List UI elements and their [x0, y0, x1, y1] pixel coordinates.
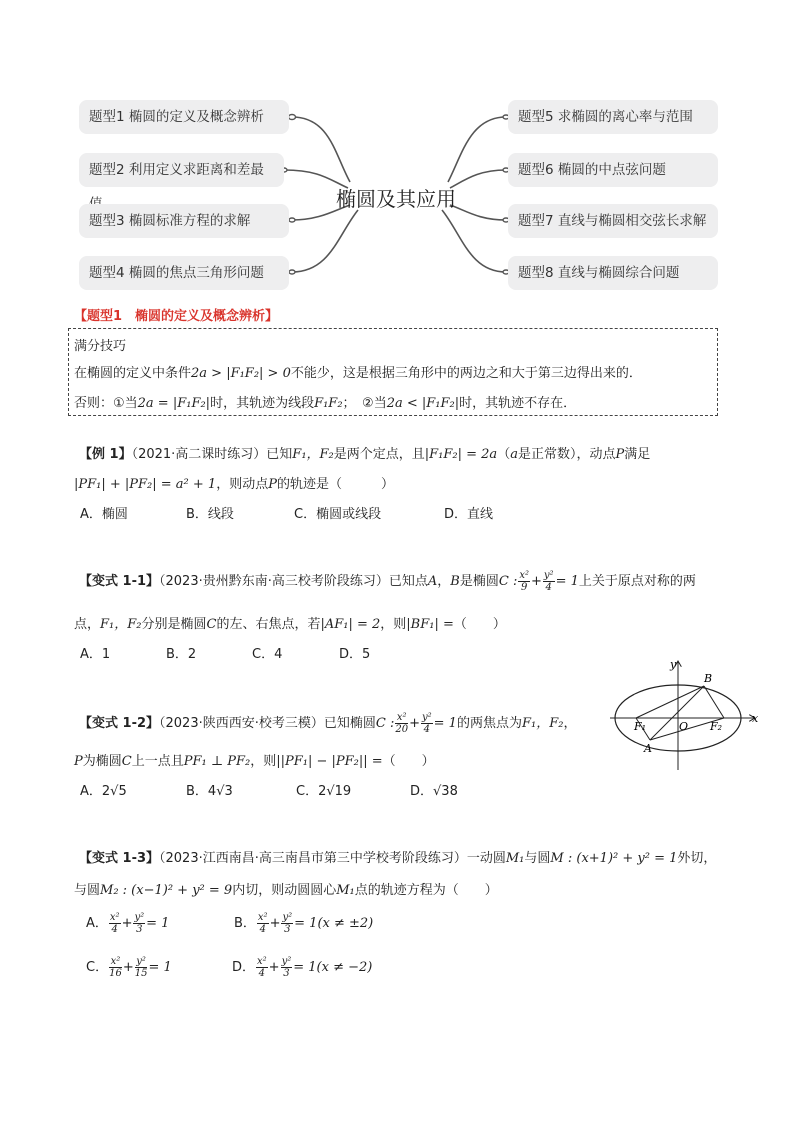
- example-1-option-d[interactable]: D．直线: [444, 507, 494, 522]
- example-1-option-b[interactable]: B．线段: [186, 507, 234, 522]
- variant-1-2-option-a[interactable]: A．2√5: [80, 784, 127, 799]
- mindmap-right-5: 题型5 求椭圆的离心率与范围: [508, 100, 718, 134]
- mindmap-left-1: 题型1 椭圆的定义及概念辨析: [79, 100, 289, 134]
- tip-line-2: 否则：①当2a = |F₁F₂|时，其轨迹为线段F₁F₂； ②当2a < |F₁F₂|时，其轨迹不存在．: [74, 396, 577, 411]
- variant-1-2-line-2: P为椭圆C上一点且PF₁ ⊥ PF₂，则||PF₁| − |PF₂|| =（ ）: [74, 754, 435, 769]
- tip-line-1: 在椭圆的定义中条件2a > |F₁F₂| > 0不能少，这是根据三角形中的两边之和大于第三边得出来的．: [74, 366, 642, 381]
- label-b: B: [704, 672, 713, 685]
- tip-title: 满分技巧: [74, 339, 127, 354]
- variant-1-2-option-c[interactable]: C．2√19: [296, 784, 352, 799]
- fraction: $\frac{\text{y²}}{4}$: [421, 712, 432, 735]
- example-1-option-c[interactable]: C．椭圆或线段: [294, 507, 382, 522]
- label-y: y: [670, 658, 677, 671]
- label-a: A: [644, 742, 652, 755]
- variant-1-1-option-c[interactable]: C．4: [252, 647, 283, 662]
- mindmap-right-8: 题型8 直线与椭圆综合问题: [508, 256, 718, 290]
- variant-1-2-option-d[interactable]: D．√38: [410, 784, 458, 799]
- label-f2: F₂: [710, 720, 723, 733]
- variant-1-1-option-b[interactable]: B．2: [166, 647, 197, 662]
- mindmap-center-title: 椭圆及其应用: [336, 187, 456, 211]
- fraction: $\frac{\text{x²}}{9}$: [519, 570, 529, 593]
- tip-box: [68, 328, 718, 416]
- variant-1-3-line-1: 【变式 1-3】（2023·江西南昌·高三南昌市第三中学校考阶段练习）一动圆M₁与圆M : (x+1)² + y² = 1外切，: [79, 851, 717, 866]
- variant-1-1-line-2: 点，F₁，F₂分别是椭圆C的左、右焦点，若|AF₁| = 2，则|BF₁| =（ ）: [74, 617, 506, 632]
- ellipse-figure: [606, 658, 766, 778]
- example-1-line-2: |PF₁| + |PF₂| = a² + 1，则动点P的轨迹是（ ）: [74, 477, 394, 492]
- fraction: $\frac{\text{x²}}{20}$: [395, 712, 409, 735]
- mindmap-connectors: [0, 0, 794, 300]
- label-x: x: [752, 712, 759, 725]
- section-heading: 【题型1 椭圆的定义及概念辨析】: [74, 309, 279, 324]
- mindmap-right-7: 题型7 直线与椭圆相交弦长求解: [508, 204, 718, 238]
- variant-1-1-option-a[interactable]: A．1: [80, 647, 111, 662]
- label-f1: F₁: [634, 720, 647, 733]
- variant-1-3-option-c[interactable]: C． $\frac{\text{x²}}{16}$ + $\frac{\text{y²}}{15}$ = 1: [86, 956, 172, 979]
- variant-1-1-option-d[interactable]: D．5: [339, 647, 371, 662]
- variant-1-2-option-b[interactable]: B．4√3: [186, 784, 233, 799]
- mindmap-left-3: 题型3 椭圆标准方程的求解: [79, 204, 289, 238]
- fraction: $\frac{\text{y²}}{4}$: [543, 570, 554, 593]
- variant-1-3-option-a[interactable]: A． $\frac{\text{x²}}{4}$ + $\frac{\text{y²}}{3}$ = 1: [86, 912, 170, 935]
- example-1-option-a[interactable]: A．椭圆: [80, 507, 128, 522]
- mindmap-right-6: 题型6 椭圆的中点弦问题: [508, 153, 718, 187]
- variant-1-3-option-b[interactable]: B． $\frac{\text{x²}}{4}$ + $\frac{\text{y²}}{3}$ = 1(x ≠ ±2): [234, 912, 374, 935]
- variant-1-3-option-d[interactable]: D． $\frac{\text{x²}}{4}$ + $\frac{\text{y²}}{3}$ = 1(x ≠ −2): [232, 956, 373, 979]
- mindmap-left-2: 题型2 利用定义求距离和差最: [79, 153, 284, 187]
- example-1-line-1: 【例 1】（2021·高二课时练习）已知F₁，F₂是两个定点，且|F₁F₂| = 2a（a是正常数），动点P满足: [79, 447, 651, 462]
- label-o: O: [679, 720, 689, 733]
- variant-1-3-line-2: 与圆M₂ : (x−1)² + y² = 9内切，则动圆圆心M₁点的轨迹方程为（ ）: [74, 883, 498, 898]
- variant-1-1-line-1: 【变式 1-1】（2023·贵州黔东南·高三校考阶段练习）已知点A，B是椭圆C : $\frac{\text{x²}}{9}$ + $\frac{\text{y²}}{4}$ = 1上关于原点对称的两: [79, 570, 696, 593]
- mindmap-left-4: 题型4 椭圆的焦点三角形问题: [79, 256, 289, 290]
- variant-1-2-line-1: 【变式 1-2】（2023·陕西西安·校考三模）已知椭圆C : $\frac{\text{x²}}{20}$ + $\frac{\text{y²}}{4}$ = 1的两焦点为F₁，F₂，: [79, 712, 577, 735]
